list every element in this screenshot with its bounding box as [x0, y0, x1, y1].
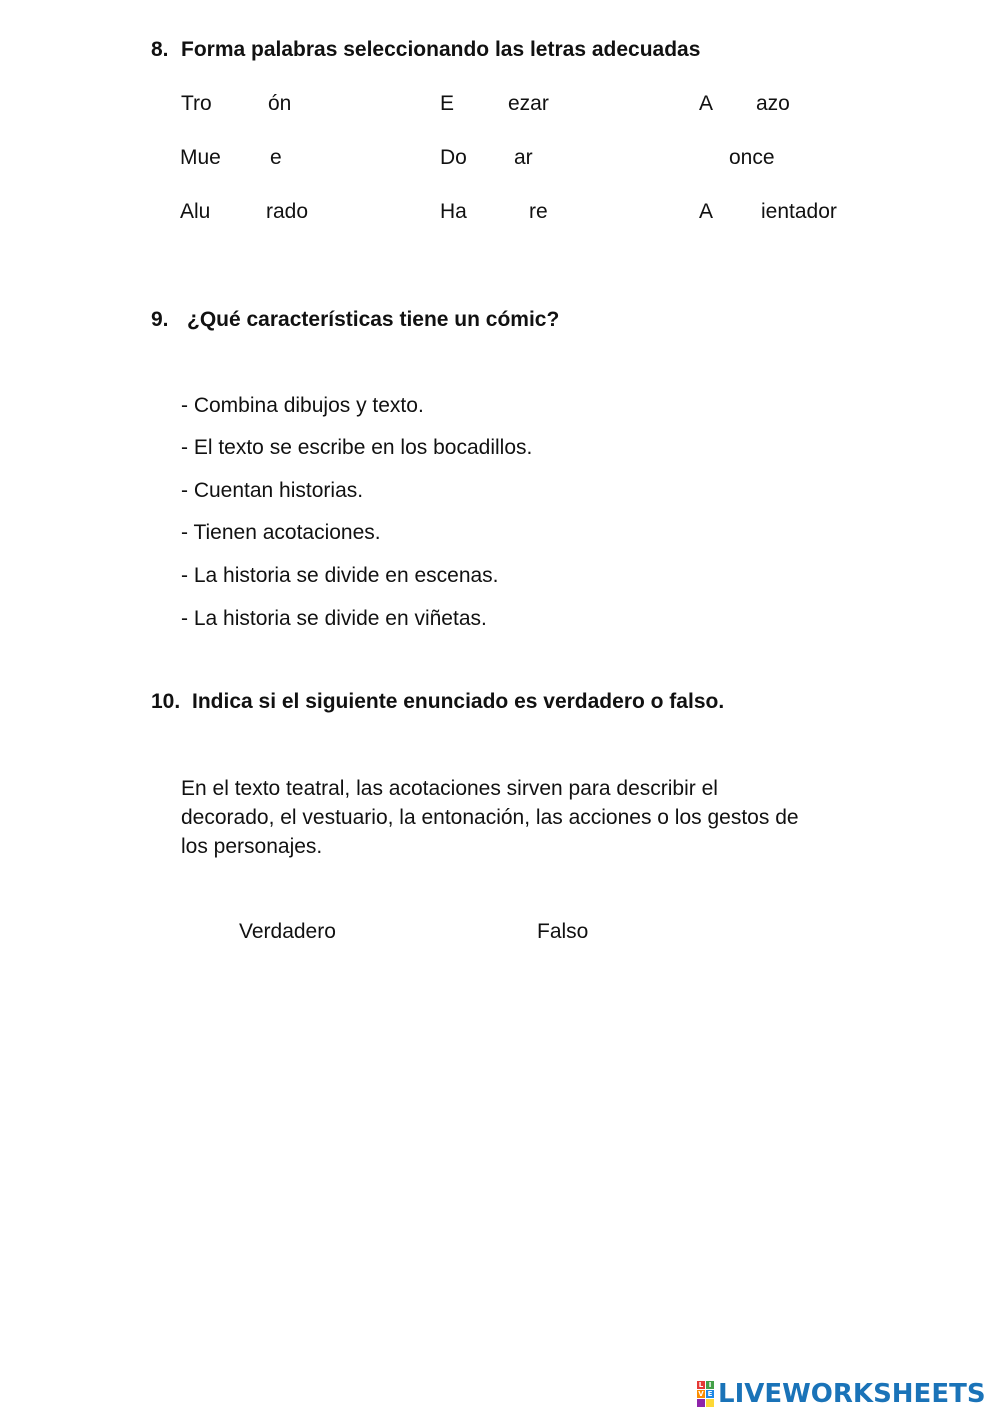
logo-mark-icon: L I V E — [697, 1381, 714, 1407]
false-option[interactable]: Falso — [537, 920, 589, 943]
q10-heading — [151, 690, 724, 714]
word-fragment: re — [529, 200, 548, 223]
answer-option[interactable]: - Combina dibujos y texto. — [181, 394, 424, 417]
q10-number: 10. — [151, 690, 181, 713]
word-fragment: rado — [266, 200, 309, 223]
q8-title: Forma palabras seleccionando las letras adecuadas — [181, 38, 701, 61]
word-fragment: Do — [440, 146, 467, 169]
q8-number: 8. — [151, 38, 169, 61]
word-fragment: A — [699, 92, 714, 115]
answer-option[interactable]: - La historia se divide en viñetas. — [181, 607, 487, 630]
word-fragment: ar — [514, 146, 533, 169]
word-fragment: Tro — [181, 92, 212, 115]
statement-line: decorado, el vestuario, la entonación, las acciones o los gestos de — [181, 806, 799, 829]
word-fragment: ón — [268, 92, 292, 115]
statement-line: los personajes. — [181, 835, 323, 858]
word-fragment: e — [270, 146, 282, 169]
word-fragment: Alu — [180, 200, 211, 223]
answer-option[interactable]: - Cuentan historias. — [181, 479, 364, 502]
q10-title: Indica si el siguiente enunciado es verdadero o falso. — [192, 690, 725, 713]
q8-heading — [151, 38, 700, 62]
liveworksheets-logo — [697, 1378, 986, 1410]
word-fragment: once — [729, 146, 775, 169]
word-fragment: azo — [756, 92, 790, 115]
word-fragment: Ha — [440, 200, 467, 223]
word-fragment: Mue — [180, 146, 221, 169]
q10-statement — [181, 774, 901, 861]
word-fragment: ientador — [761, 200, 837, 223]
answer-option[interactable]: - Tienen acotaciones. — [181, 521, 381, 544]
q9-title: ¿Qué características tiene un cómic? — [187, 308, 560, 331]
answer-option[interactable]: - La historia se divide en escenas. — [181, 564, 499, 587]
q9-number: 9. — [151, 308, 169, 331]
statement-line: En el texto teatral, las acotaciones sirven para describir el — [181, 777, 718, 800]
q9-heading — [151, 308, 559, 332]
logo-text: LIVEWORKSHEETS — [718, 1379, 986, 1409]
true-option[interactable]: Verdadero — [239, 920, 336, 943]
word-fragment: E — [440, 92, 455, 115]
word-fragment: ezar — [508, 92, 549, 115]
word-fragment: A — [699, 200, 714, 223]
answer-option[interactable]: - El texto se escribe en los bocadillos. — [181, 436, 533, 459]
